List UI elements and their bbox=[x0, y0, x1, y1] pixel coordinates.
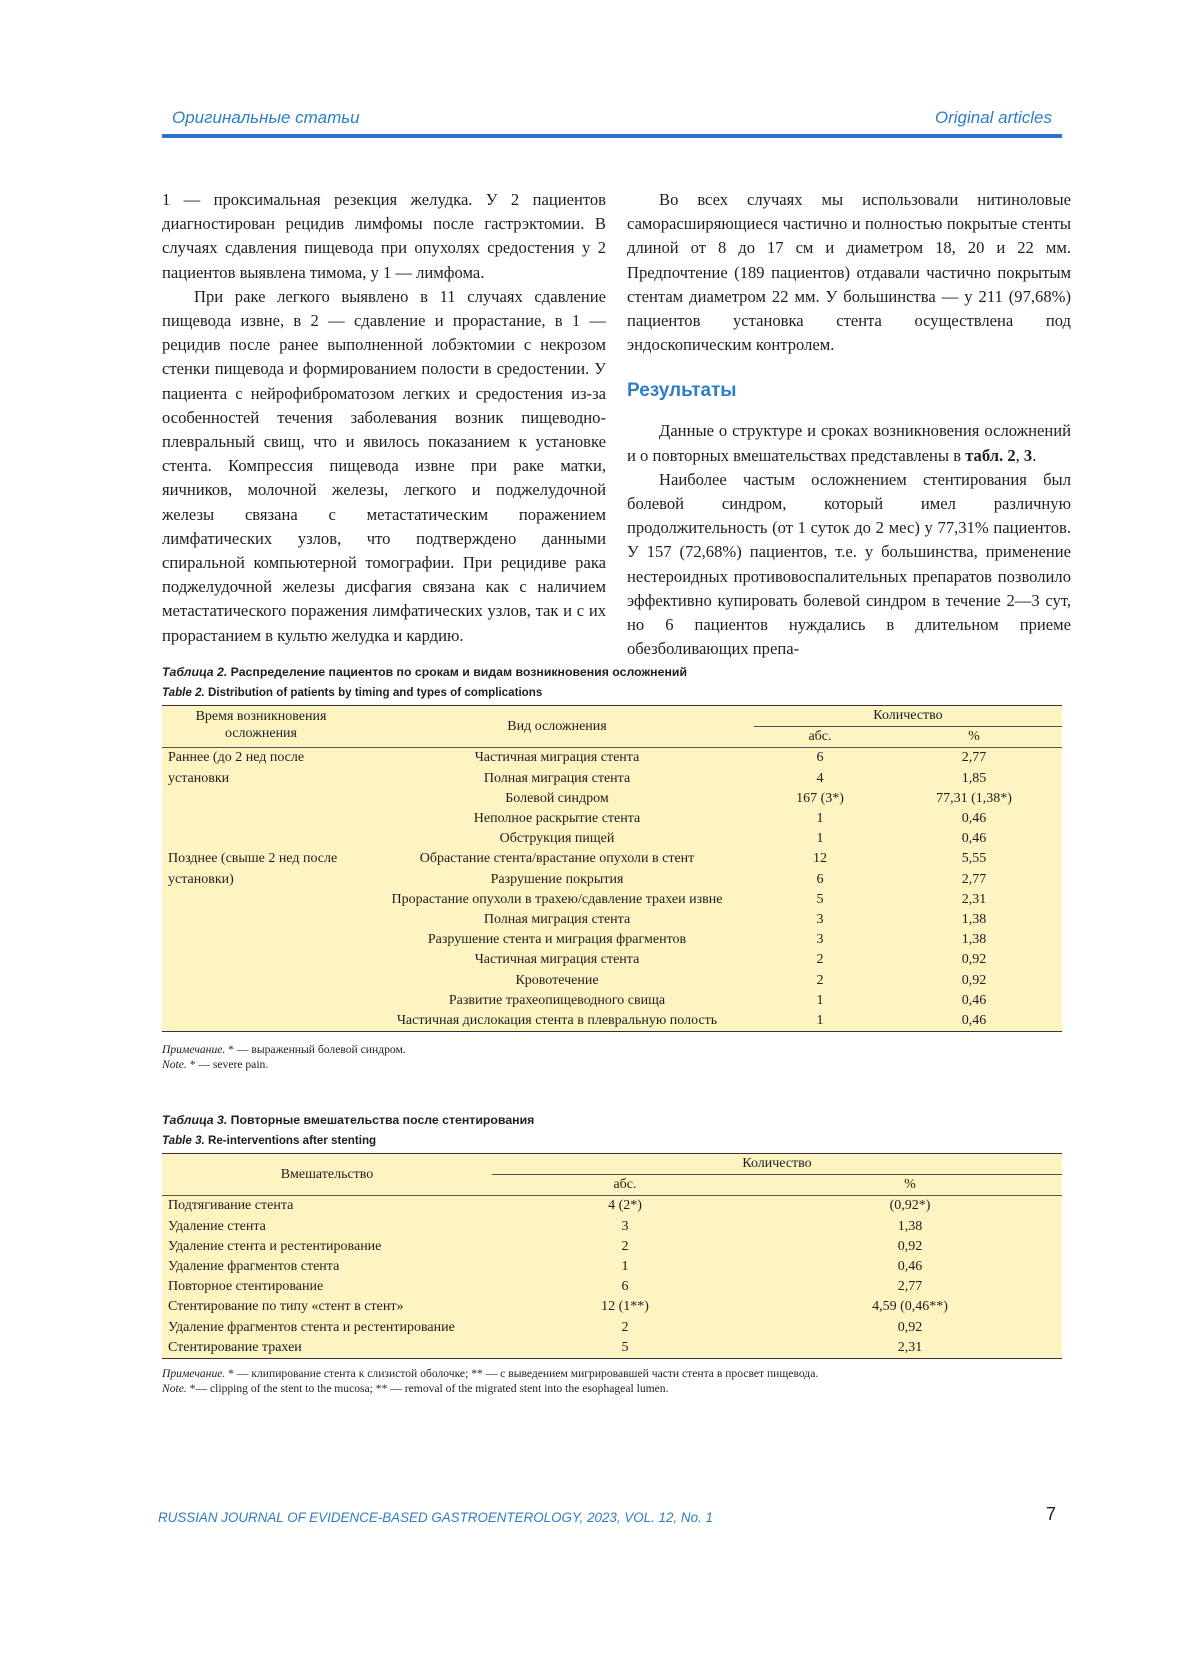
table-row bbox=[162, 1318, 1062, 1338]
table2-cell-type: Неполное раскрытие стента bbox=[473, 811, 641, 827]
paragraph: 1 — проксимальная резекция желудка. У 2 пациентов диагностирован рецидив лимфомы после гастрэктомии. В случаях сдавления пищевода при опухолях средостения у 2 пациентов выявлена тимома, у 1 — лимфома. bbox=[162, 190, 606, 282]
table2-cell-type: Прорастание опухоли в трахею/сдавление трахеи извне bbox=[391, 891, 723, 907]
table2-cell-pct: 0,46 bbox=[961, 992, 987, 1008]
paragraph: Данные о структуре и сроках возникновения осложнений и о повторных вмешательствах представлены в табл. 2, 3. bbox=[627, 421, 1071, 465]
table3-note-ru: Примечание. * — клипирование стента к слизистой оболочке; ** — с выведением мигрировавшей части стента в просвет пищевода. bbox=[162, 1367, 819, 1380]
table2-cell-pct: 77,31 (1,38*) bbox=[936, 790, 1012, 806]
table2-cell-abs: 1 bbox=[816, 811, 824, 827]
table2-caption-en: Table 2. Distribution of patients by timing and types of complications bbox=[162, 686, 543, 699]
table2-cell-pct: 2,31 bbox=[961, 891, 987, 907]
table3-cell-pct: (0,92*) bbox=[758, 1196, 1062, 1217]
table3-cell-pct: 2,31 bbox=[897, 1339, 923, 1355]
table-ref: табл. 2 bbox=[965, 445, 1016, 465]
journal-footer: RUSSIAN JOURNAL OF EVIDENCE-BASED GASTROENTEROLOGY, 2023, VOL. 12, No. 1 bbox=[158, 1510, 713, 1525]
table2-caption-ru: Таблица 2. Распределение пациентов по срокам и видам возникновения осложнений bbox=[162, 665, 687, 679]
table3-cell-intervention: Удаление стента bbox=[168, 1218, 266, 1234]
table2-cell-abs: 2 bbox=[816, 972, 824, 988]
table2-cell-abs: 1 bbox=[816, 992, 824, 1008]
table2-cell-abs: 167 (3*) bbox=[796, 790, 844, 806]
table-row bbox=[162, 1237, 1062, 1257]
page-number: 7 bbox=[1046, 1504, 1057, 1524]
table3-cell-intervention: Стентирование по типу «стент в стент» bbox=[168, 1299, 404, 1315]
table2-cell-pct: 0,46 bbox=[961, 811, 987, 827]
paragraph: Наиболее частым осложнением стентирования был болевой синдром, который имел различную продолжительность (от 1 суток до 2 мес) у 77,31% пациентов. У 157 (72,68%) пациентов, т.е. у большинства, применение нестероидных противовоспалительных препаратов позволило эффективно купировать болевой синдром в течение 2—3 сут, но 6 пациентов нуждались в длительном приеме обезболивающих препа- bbox=[627, 469, 1071, 659]
table3-cell-abs: 6 bbox=[621, 1279, 629, 1295]
table3-cell-abs: 2 bbox=[621, 1319, 629, 1335]
header-section-en: Original articles bbox=[934, 108, 1052, 127]
table2-cell-abs: 6 bbox=[816, 871, 824, 887]
table3-caption-ru: Таблица 3. Повторные вмешательства после стентирования bbox=[162, 1113, 535, 1127]
table3-cell-pct: 0,92 bbox=[897, 1319, 923, 1335]
table-row bbox=[162, 1297, 1062, 1317]
table2-group-cell: Раннее (до 2 нед после установки bbox=[162, 748, 360, 850]
table2-cell-type: Разрушение стента и миграция фрагментов bbox=[427, 932, 687, 948]
table3-cell-pct: 0,92 bbox=[897, 1238, 923, 1254]
table2-cell-pct: 1,38 bbox=[961, 912, 987, 928]
table2-cell-pct: 1,85 bbox=[961, 770, 987, 786]
table3-header-quantity: Количество bbox=[492, 1154, 1062, 1175]
table2-cell-abs: 4 bbox=[816, 770, 824, 786]
table2-header-type: Вид осложнения bbox=[507, 718, 607, 734]
table-row bbox=[162, 849, 1062, 869]
table2-cell-type: Частичная миграция стента bbox=[360, 748, 754, 769]
table2-cell-pct: 1,38 bbox=[961, 932, 987, 948]
table-row bbox=[162, 1277, 1062, 1297]
table2-header-time: Время возникновения осложнения bbox=[195, 709, 327, 741]
table2-cell-type: Полная миграция стента bbox=[483, 912, 631, 928]
table2-cell-type: Кровотечение bbox=[515, 972, 599, 988]
text-column-left bbox=[162, 188, 606, 648]
table2-cell-type: Болевой синдром bbox=[505, 790, 609, 806]
running-header bbox=[162, 106, 1062, 138]
table3-cell-intervention: Повторное стентирование bbox=[168, 1279, 324, 1295]
table3-cell-pct: 4,59 (0,46**) bbox=[872, 1299, 948, 1315]
table2-cell-abs: 2 bbox=[816, 952, 824, 968]
table2-cell-abs: 12 bbox=[813, 851, 827, 867]
paragraph: Во всех случаях мы использовали нитиноловые саморасширяющиеся частично и полностью покрытые стенты длиной от 8 до 17 см и диаметром 18, 20 и 22 мм. Предпочтение (189 пациентов) отдавали частично покрытым стентам диаметром 22 мм. У большинства — у 211 (97,68%) пациентов установка стента осуществлена под эндоскопическим контролем. bbox=[627, 190, 1071, 355]
table3-cell-abs: 4 (2*) bbox=[492, 1196, 758, 1217]
table2-header-pct: % bbox=[968, 729, 980, 745]
table3-header-abs: абс. bbox=[613, 1177, 637, 1193]
table3-cell-abs: 12 (1**) bbox=[601, 1299, 649, 1315]
table2-cell-pct: 2,77 bbox=[961, 871, 987, 887]
table2-cell-abs: 1 bbox=[816, 1013, 824, 1029]
table3-cell-intervention: Подтягивание стента bbox=[162, 1196, 492, 1217]
table2-cell-type: Обструкция пищей bbox=[499, 831, 615, 847]
table2-cell-pct: 5,55 bbox=[961, 851, 987, 867]
table2-header-quantity: Количество bbox=[754, 706, 1062, 727]
table-row bbox=[162, 748, 1062, 769]
table2-cell-pct: 0,46 bbox=[961, 1013, 987, 1029]
table3-cell-intervention: Удаление фрагментов стента bbox=[168, 1259, 340, 1275]
table2-cell-pct: 0,92 bbox=[961, 972, 987, 988]
table3-cell-pct: 2,77 bbox=[897, 1279, 923, 1295]
table3-header-pct: % bbox=[904, 1177, 916, 1193]
table2-header-abs: абс. bbox=[808, 729, 832, 745]
table2-note-en: Note. * — severe pain. bbox=[162, 1058, 269, 1071]
table2 bbox=[162, 705, 1062, 1032]
table3-caption-en: Table 3. Re-interventions after stenting bbox=[162, 1134, 377, 1147]
section-heading: Результаты bbox=[627, 380, 737, 402]
table-ref: 3 bbox=[1023, 445, 1033, 465]
table2-cell-type: Полная миграция стента bbox=[483, 770, 631, 786]
table3-cell-pct: 0,46 bbox=[897, 1259, 923, 1275]
header-section-ru: Оригинальные статьи bbox=[172, 108, 360, 127]
text-column-right bbox=[627, 188, 1071, 661]
table3-cell-intervention: Удаление фрагментов стента и рестентирование bbox=[168, 1319, 455, 1335]
table2-cell-pct: 0,92 bbox=[961, 952, 987, 968]
table2-group-cell: Позднее (свыше 2 нед после установки) bbox=[168, 851, 338, 887]
table3 bbox=[162, 1153, 1062, 1359]
table3-cell-abs: 3 bbox=[621, 1218, 629, 1234]
table2-cell-abs: 5 bbox=[816, 891, 824, 907]
table2-cell-abs: 3 bbox=[816, 932, 824, 948]
table2-cell-type: Частичная дислокация стента в плевральную полость bbox=[396, 1013, 718, 1029]
table2-cell-type: Разрушение покрытия bbox=[490, 871, 624, 887]
table-row bbox=[162, 1338, 1062, 1359]
table2-cell-abs: 6 bbox=[754, 748, 886, 769]
table2-cell-abs: 1 bbox=[816, 831, 824, 847]
table3-cell-intervention: Удаление стента и рестентирование bbox=[168, 1238, 382, 1254]
table3-cell-abs: 1 bbox=[621, 1259, 629, 1275]
table3-cell-pct: 1,38 bbox=[897, 1218, 923, 1234]
table2-cell-abs: 3 bbox=[816, 912, 824, 928]
table2-cell-pct: 0,46 bbox=[961, 831, 987, 847]
table3-cell-intervention: Стентирование трахеи bbox=[168, 1339, 302, 1355]
table2-cell-type: Обрастание стента/врастание опухоли в стент bbox=[419, 851, 695, 867]
paragraph: При раке легкого выявлено в 11 случаях сдавление пищевода извне, в 2 — сдавление и прорастание, в 1 — рецидив после ранее выполненной лобэктомии с некрозом стенки пищевода и формированием полости в средостении. У пациента с нейрофиброматозом легких и средостения из-за особенностей течения заболевания возник пищеводно-плевральный свищ, что и явилось показанием к установке стента. Компрессия пищевода извне при раке матки, яичников, молочной железы, легкого и поджелудочной железы связана с метастатическим поражением лимфатических узлов, что подтверждено данными спиральной компьютерной томографии. При рецидиве рака поджелудочной железы дисфагия связана как с наличием метастатического поражения лимфатических узлов, так и с их прорастанием в культю желудка и кардию. bbox=[162, 286, 606, 645]
table3-cell-abs: 2 bbox=[621, 1238, 629, 1254]
table2-note-ru: Примечание. * — выраженный болевой синдром. bbox=[162, 1043, 406, 1056]
table3-cell-abs: 5 bbox=[621, 1339, 629, 1355]
table2-cell-type: Развитие трахеопищеводного свища bbox=[448, 992, 666, 1008]
table-row bbox=[162, 1257, 1062, 1277]
table-row bbox=[162, 1217, 1062, 1237]
table3-header-intervention: Вмешательство bbox=[280, 1166, 374, 1182]
table2-cell-pct: 2,77 bbox=[886, 748, 1062, 769]
table3-note-en: Note. *— clipping of the stent to the mucosa; ** — removal of the migrated stent into the esophageal lumen. bbox=[162, 1382, 669, 1395]
table2-cell-type: Частичная миграция стента bbox=[474, 952, 640, 968]
table-row bbox=[162, 1196, 1062, 1217]
